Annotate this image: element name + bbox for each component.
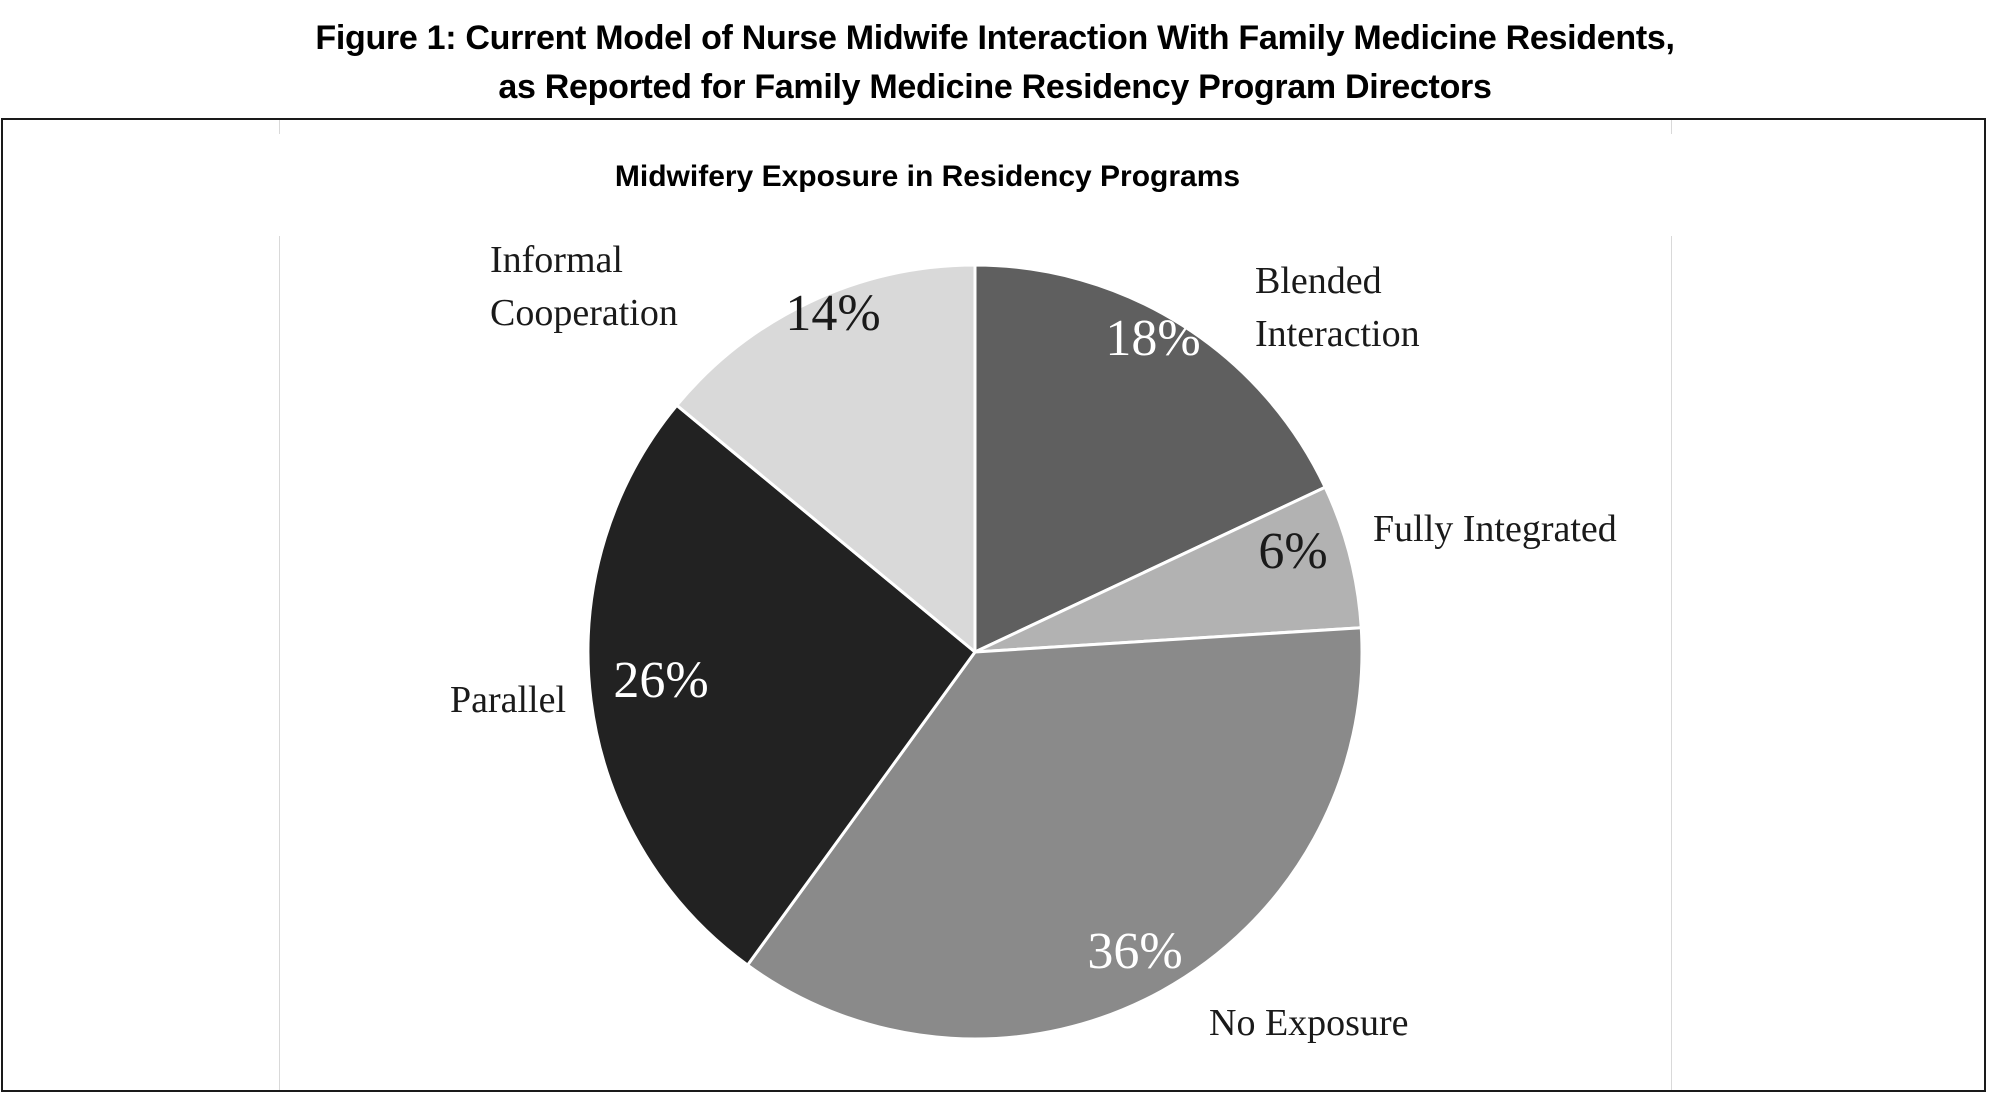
pie-percent-label-informal-cooperation: 14% — [785, 285, 881, 342]
pie-category-label-fully-integrated: Fully Integrated — [1373, 508, 1617, 550]
pie-category-label-informal-cooperation: Informal Cooperation — [490, 239, 678, 334]
pie-category-label-parallel: Parallel — [449, 679, 566, 721]
chart-title: Midwifery Exposure in Residency Programs — [614, 160, 1241, 193]
pie-percent-label-blended-interaction: 18% — [1105, 310, 1201, 367]
pie-category-label-blended-interaction: Blended Interaction — [1255, 260, 1420, 355]
pie-category-label-no-exposure: No Exposure — [1209, 1002, 1409, 1044]
pie-percent-label-no-exposure: 36% — [1087, 923, 1183, 980]
figure-title-line-1: Figure 1: Current Model of Nurse Midwife Interaction With Family Medicine Residents, — [315, 19, 1675, 57]
pie-percent-label-fully-integrated: 6% — [1258, 523, 1328, 580]
figure-title-line-2: as Reported for Family Medicine Residency Program Directors — [498, 68, 1492, 106]
pie-percent-label-parallel: 26% — [613, 652, 709, 709]
